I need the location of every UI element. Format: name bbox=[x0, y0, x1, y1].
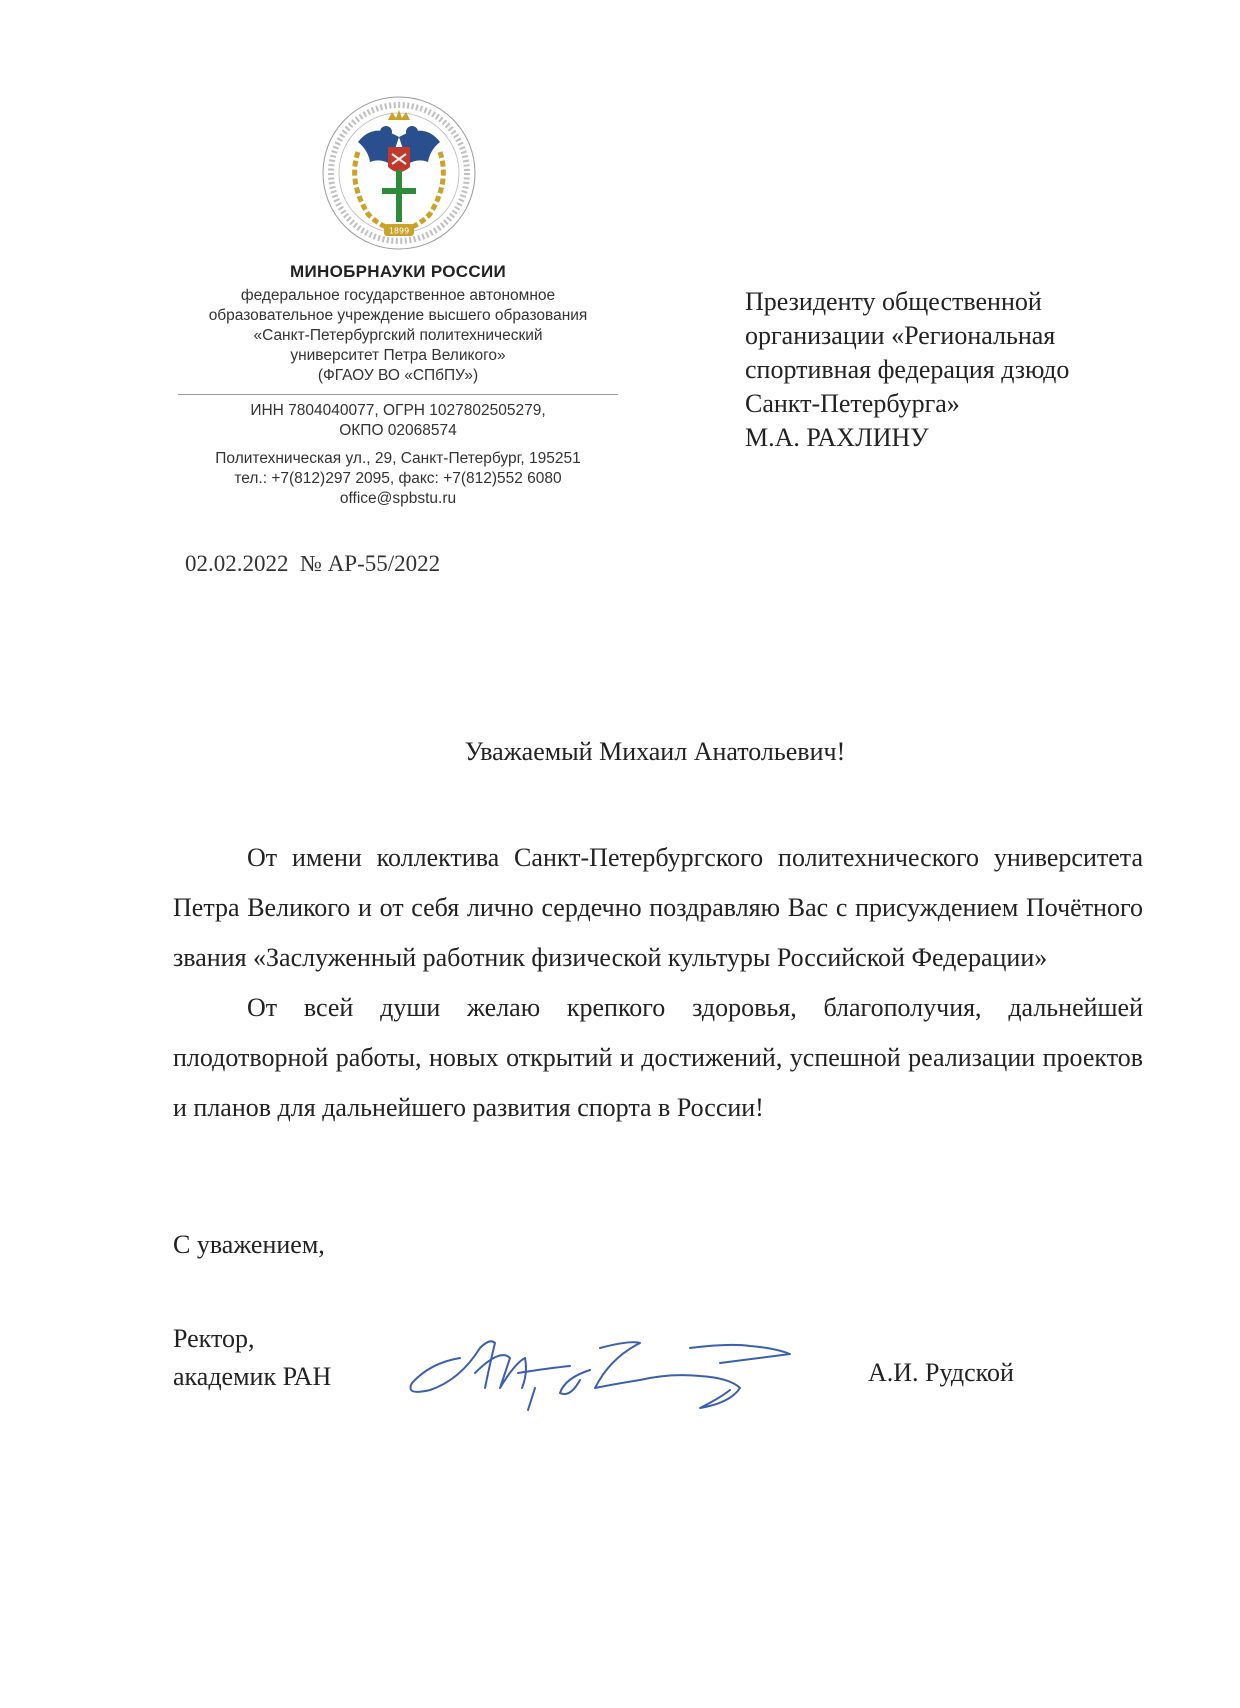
letterhead-divider bbox=[178, 394, 618, 395]
phone-line: тел.: +7(812)297 2095, факс: +7(812)552 6080 bbox=[234, 470, 562, 487]
letter-date: 02.02.2022 bbox=[185, 551, 289, 576]
letterhead bbox=[178, 262, 618, 509]
university-coat-of-arms-icon bbox=[318, 92, 480, 254]
ids-line: ОКПО 02068574 bbox=[339, 422, 457, 439]
emblem-year: 1899 bbox=[388, 226, 410, 236]
signatory-position bbox=[173, 1320, 331, 1396]
signatory-name: А.И. Рудской bbox=[868, 1358, 1014, 1387]
addressee-block bbox=[745, 285, 1165, 455]
addressee-line: организации «Региональная bbox=[745, 321, 1056, 350]
handwritten-signature bbox=[400, 1318, 810, 1418]
addressee-line: Санкт-Петербурга» bbox=[745, 389, 960, 418]
org-line: университет Петра Великого» bbox=[290, 347, 506, 364]
org-line: федеральное государственное автономное bbox=[240, 287, 556, 304]
org-line: (ФГАОУ ВО «СПбПУ») bbox=[317, 367, 479, 384]
letter-number: № АР-55/2022 bbox=[300, 551, 441, 576]
addressee-line: спортивная федерация дзюдо bbox=[745, 355, 1070, 384]
ministry-name: МИНОБРНАУКИ РОССИИ bbox=[290, 262, 506, 281]
email-line: office@spbstu.ru bbox=[339, 490, 457, 507]
ids-line: ИНН 7804040077, ОГРН 1027802505279, bbox=[250, 402, 546, 419]
salutation: Уважаемый Михаил Анатольевич! bbox=[464, 737, 846, 766]
body-paragraph: От имени коллектива Санкт-Петербургского политехнического университета Петра Великого и от себя лично сердечно поздравляю Вас с присуждением Почётного звания «Заслуженный работник физической культуры Российской Федерации» bbox=[173, 843, 1143, 972]
closing-phrase: С уважением, bbox=[173, 1230, 325, 1259]
letter-body bbox=[173, 833, 1143, 1133]
org-line: образовательное учреждение высшего образования bbox=[208, 307, 588, 324]
registration-line bbox=[185, 551, 440, 577]
position-line: Ректор, bbox=[173, 1324, 255, 1353]
addressee-line: Президенту общественной bbox=[745, 287, 1042, 316]
org-line: «Санкт-Петербургский политехнический bbox=[253, 327, 543, 344]
address-line: Политехническая ул., 29, Санкт-Петербург, 195251 bbox=[215, 450, 581, 467]
body-paragraph: От всей души желаю крепкого здоровья, благополучия, дальнейшей плодотворной работы, новых открытий и достижений, успешной реализации проектов и планов для дальнейшего развития спорта в России! bbox=[173, 993, 1143, 1122]
position-line: академик РАН bbox=[173, 1362, 332, 1391]
addressee-line: М.А. РАХЛИНУ bbox=[745, 423, 929, 452]
